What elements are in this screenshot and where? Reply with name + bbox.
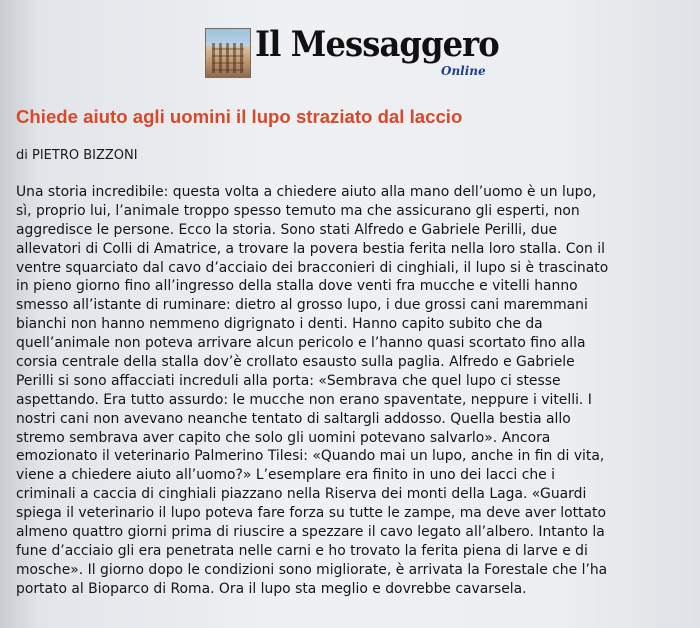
masthead-subtitle: Online	[441, 64, 486, 78]
article-body	[16, 183, 700, 599]
article-line: Perilli si sono affacciati increduli alla porta: «Sembrava che quel lupo ci stesse	[16, 372, 561, 389]
article-byline: di PIETRO BIZZONI	[16, 148, 138, 163]
article-line: aggredisce le persone. Ecco la storia. Sono stati Alfredo e Gabriele Perilli, due	[16, 221, 558, 238]
article-line: bianchi non hanno nemmeno digrignato i denti. Hanno capito subito che da	[16, 316, 543, 333]
article-line: emozionato il veterinario Palmerino Tilesi: «Quando mai un lupo, anche in fin di vita,	[16, 448, 605, 465]
masthead	[205, 24, 499, 82]
article-line: in pieno giorno fino all’ingresso della stalla dove venti fra mucche e vitelli hanno	[16, 278, 578, 295]
building-photo-icon	[205, 28, 251, 78]
masthead-title: Il Messaggero	[255, 24, 499, 65]
article-line: stremo sembrava aver capito che solo gli uomini potevano salvarlo». Ancora	[16, 429, 551, 446]
article-line: almeno quattro giorni prima di riuscire a spezzare il cavo legato all’albero. Intanto la	[16, 524, 605, 541]
article-line: corsia centrale della stalla dov’è crollato esausto sulla paglia. Alfredo e Gabriele	[16, 354, 575, 371]
article-line: fune d’acciaio gli era penetrata nelle carni e ho trovato la ferita piena di larve e di	[16, 542, 588, 559]
article-line: sì, proprio lui, l’animale troppo spesso temuto ma che assicurano gli esperti, non	[16, 202, 580, 219]
article-line: portato al Bioparco di Roma. Ora il lupo sta meglio e dovrebbe cavarsela.	[16, 580, 527, 597]
article-line: quell’animale non poteva arrivare alcun pericolo e l’hanno quasi scortato fino alla	[16, 335, 586, 352]
article-headline: Chiede aiuto agli uomini il lupo straziato dal laccio	[16, 106, 463, 127]
article-line: viene a chiedere aiuto all’uomo?» L’esemplare era finito in uno dei lacci che i	[16, 467, 555, 484]
article-line: aspettando. Era tutto assurdo: le mucche non erano spaventate, neppure i vitelli. I	[16, 391, 592, 408]
article-line: ventre squarciato dal cavo d’acciaio dei bracconieri di cinghiali, il lupo si è trascinato	[16, 259, 609, 276]
article-line: criminali a caccia di cinghiali piazzano nella Riserva dei monti della Laga. «Guardi	[16, 486, 587, 503]
article-line: smesso all’istante di ruminare: dietro al grosso lupo, i due grossi cani maremmani	[16, 297, 588, 314]
article-line: mosche». Il giorno dopo le condizioni sono migliorate, è arrivata la Forestale che l’ha	[16, 561, 608, 578]
article-line: nostri cani non avevano neanche tentato di saltargli addosso. Quella bestia allo	[16, 410, 571, 427]
article-line: spiega il veterinario il lupo poteva fare forza su tutte le zampe, ma deve aver lottato	[16, 505, 606, 522]
article-line: allevatori di Colli di Amatrice, a trovare la povera bestia ferita nella loro stalla. Con il	[16, 240, 605, 257]
article-line: Una storia incredibile: questa volta a chiedere aiuto alla mano dell’uomo è un lupo,	[16, 184, 597, 200]
